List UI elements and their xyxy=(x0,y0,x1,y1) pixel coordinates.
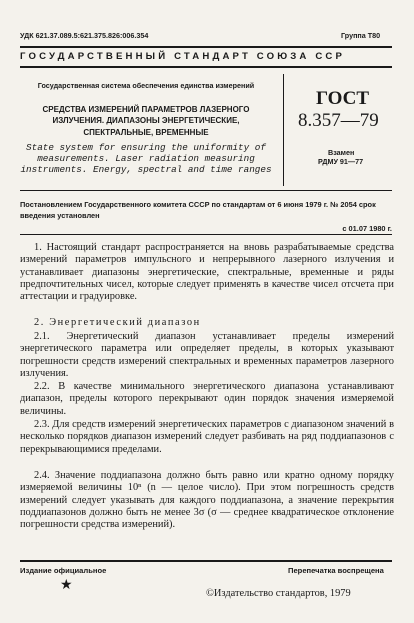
header-rule xyxy=(20,66,392,68)
paragraph-1: 1. Настоящий стандарт распространяется на вновь разрабатываемые средства измерений параметров импульсного и непрерывного лазерного излучения и устанавливает диапазоны энергетические, спектральные, временные и ряды предпочтительных чисел, которые следует применять в качестве чисел отсчета при аттестации и градуировке. xyxy=(20,242,394,303)
star-icon: ★ xyxy=(60,578,73,593)
group-code: Группа Т80 xyxy=(341,31,381,40)
title-divider xyxy=(283,74,284,186)
paragraph-2-3: 2.3. Для средств измерений энергетических параметров с диапазоном значений в несколько порядков диапазон измерений следует разбивать на ряд поддиапазонов с перекрывающимися пределами. xyxy=(20,419,394,455)
udc-code: УДК 621.37.089.5:621.375.826:006.354 xyxy=(20,31,149,40)
effective-date: с 01.07 1980 г. xyxy=(342,224,392,233)
reprint-prohibited-label: Перепечатка воспрещена xyxy=(288,566,384,575)
copyright-notice: ©Издательство стандартов, 1979 xyxy=(206,588,351,599)
official-edition-label: Издание официальное xyxy=(20,566,107,575)
decree-rule xyxy=(20,234,392,235)
decree-text: Постановлением Государственного комитета СССР по стандартам от 6 июня 1979 г. № 2054 срок введения установлен xyxy=(20,200,376,220)
paragraph-2-2: 2.2. В качестве минимального энергетического диапазона устанавливают диапазон, пределы которого перекрывают один порядок значения измеряемой величины. xyxy=(20,381,394,417)
section-heading-2: 2. Энергетический диапазон xyxy=(34,317,201,328)
replaces-document: РДМУ 91—77 xyxy=(318,157,364,166)
top-rule xyxy=(20,46,392,48)
document-title: СРЕДСТВА ИЗМЕРЕНИЙ ПАРАМЕТРОВ ЛАЗЕРНОГО ИЗЛУЧЕНИЯ. ДИАПАЗОНЫ ЭНЕРГЕТИЧЕСКИЕ, СПЕКТРАЛЬНЫЕ, ВРЕМЕННЫЕ xyxy=(42,105,250,137)
system-title: Государственная система обеспечения единства измерений xyxy=(37,81,255,90)
title-bottom-rule xyxy=(20,190,392,191)
footer-rule xyxy=(20,560,392,562)
english-title: State system for ensuring the uniformity of measurements. Laser radiation measuring instruments. Energy, spectral and time ranges xyxy=(20,142,272,175)
paragraph-2-1: 2.1. Энергетический диапазон устанавливает пределы измерений энергетического параметра или определяет пределы, в которых указывают погрешности средств измерений спектральных и временных параметров лазерного излучения. xyxy=(20,331,394,379)
gost-number: 8.357—79 xyxy=(298,110,379,131)
state-standard-heading: ГОСУДАРСТВЕННЫЙ СТАНДАРТ СОЮЗА ССР xyxy=(20,51,346,62)
paragraph-2-4: 2.4. Значение поддиапазона должно быть равно или кратно одному порядку измеряемой величины 10ⁿ (n — целое число). При этом погрешность средств измерений следует указывать для каждого поддиапазона, а значение перекрытия поддиапазонов должно быть не менее 3σ (σ — среднее квадратическое отклонение погрешности средства измерений). xyxy=(20,470,394,531)
replaces-label: Взамен xyxy=(328,148,355,157)
gost-label: ГОСТ xyxy=(316,88,370,109)
